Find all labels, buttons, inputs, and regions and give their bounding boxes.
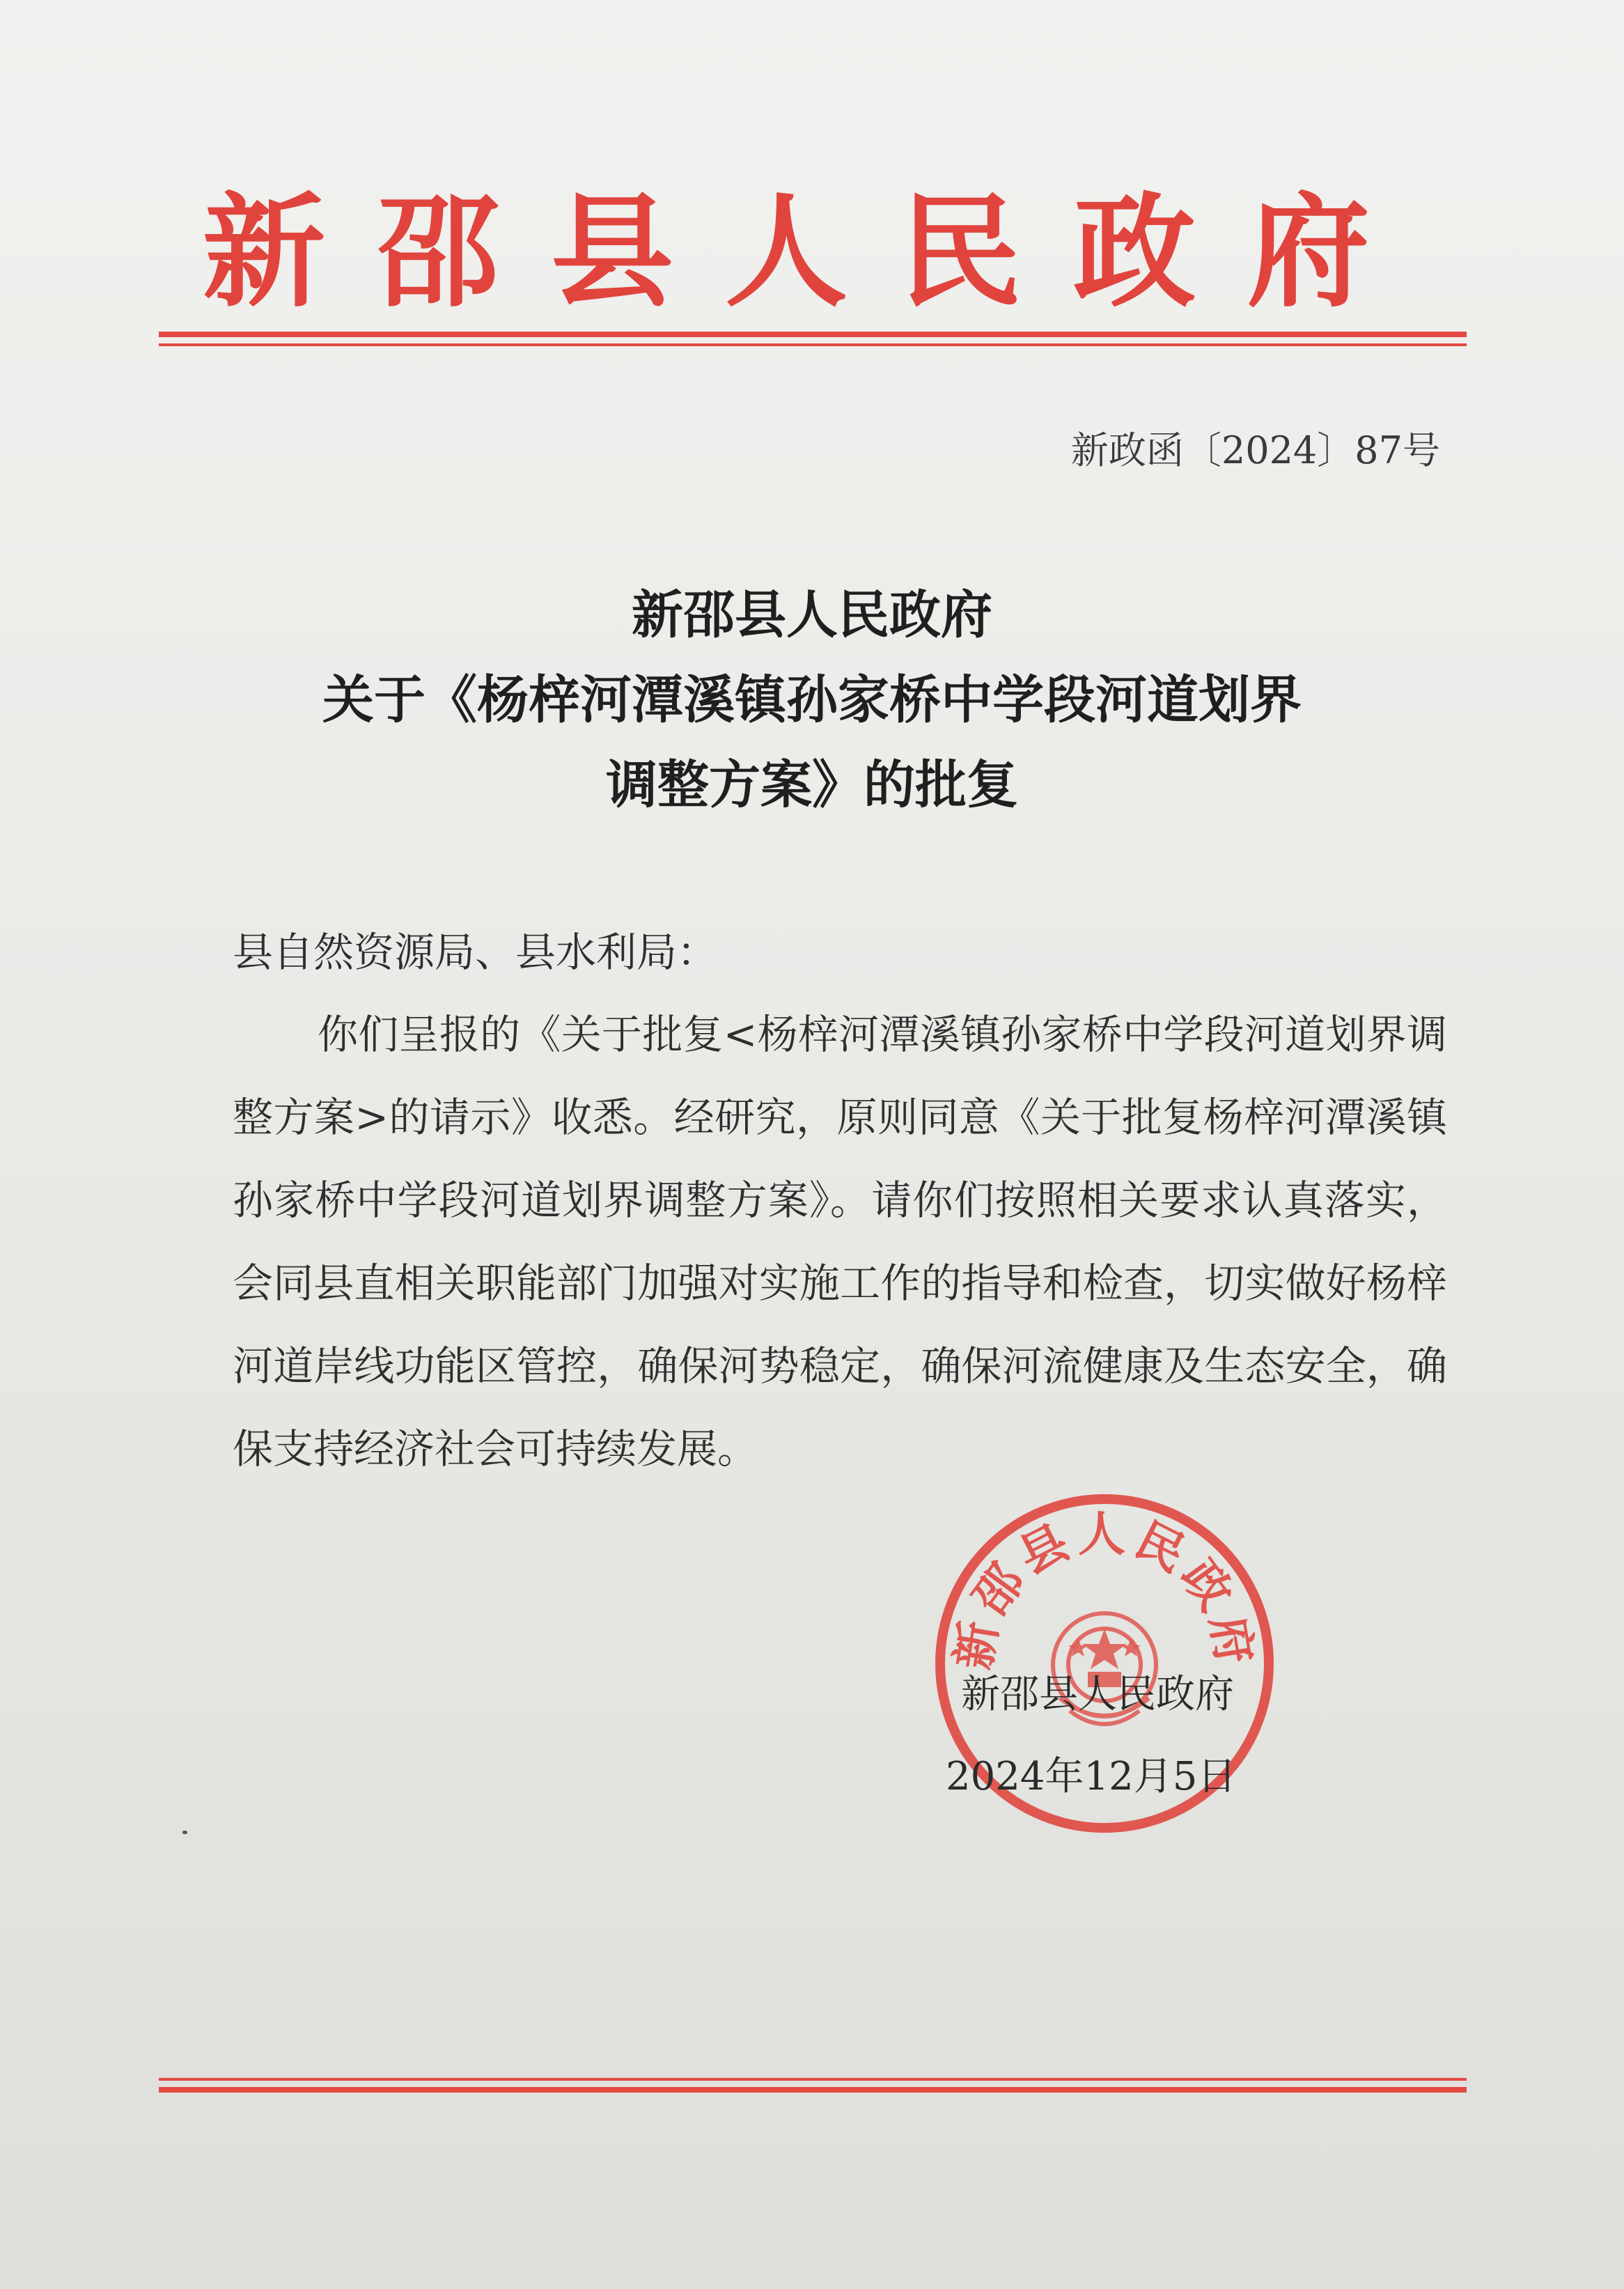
addressee: 县自然资源局、县水利局： [233,929,718,976]
document-title-line-2: 关于《杨梓河潭溪镇孙家桥中学段河道划界 [322,670,1302,730]
document-title [167,573,1457,828]
document-title-line-1: 新邵县人民政府 [632,585,992,645]
red-header-rule [159,332,1467,346]
body-paragraph: 你们呈报的《关于批复<杨梓河潭溪镇孙家桥中学段河道划界调整方案>的请示》收悉。经研究，原则同意《关于批复杨梓河潭溪镇孙家桥中学段河道划界调整方案》。请你们按照相关要求认真落实，会同县直相关职能部门加强对实施工作的指导和检查，切实做好杨梓河道岸线功能区管控，确保河势稳定，确保河流健康及生态安全，确保支持经济社会可持续发展。 [233,1011,1447,1473]
seal-text: 新邵县人民政府 [945,1506,1264,1674]
document-title-line-3: 调整方案》的批复 [606,755,1018,815]
body-text [233,993,1447,1491]
paper-speck [182,1831,187,1834]
signature-issuer: 新邵县人民政府 [961,1672,1234,1717]
red-footer-rule [159,2078,1467,2093]
signature-date: 2024年12月5日 [946,1754,1237,1799]
red-header-title: 新邵县人民政府 [202,180,1421,324]
document-number: 新政函〔2024〕87号 [1070,428,1440,472]
